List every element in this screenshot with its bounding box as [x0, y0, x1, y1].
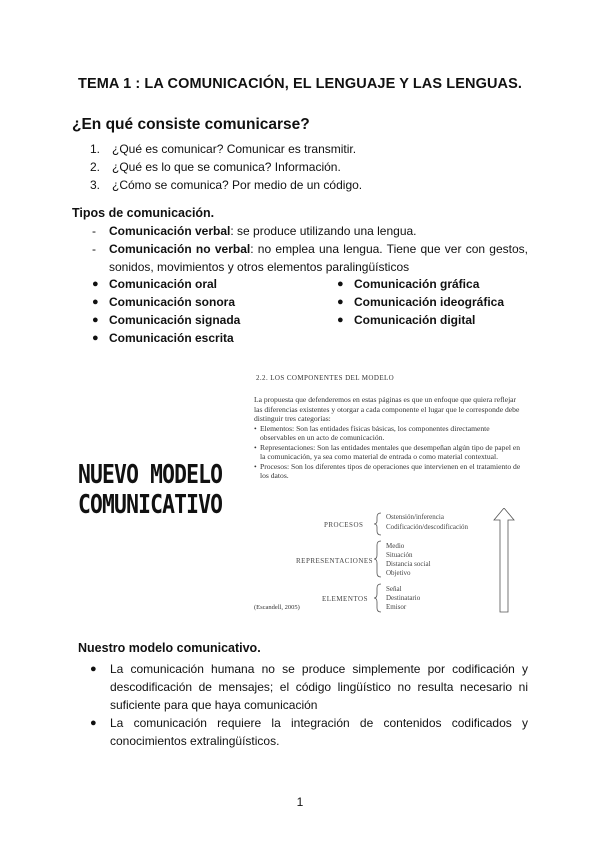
list-item: ● Comunicación gráfica	[337, 277, 480, 291]
list-item: ● Comunicación escrita	[92, 331, 234, 345]
figure-title: NUEVO MODELO COMUNICATIVO	[78, 460, 223, 520]
list-item: ● Comunicación sonora	[92, 295, 236, 309]
arrow-up-icon	[494, 508, 514, 612]
bullet-column-left	[92, 275, 240, 347]
bullet-list	[90, 660, 528, 750]
elementos-brace	[374, 584, 381, 612]
page-number: 1	[296, 795, 304, 809]
page-title: TEMA 1 : LA COMUNICACIÓN, EL LENGUAJE Y LAS LENGUAS.	[78, 76, 522, 92]
bullet-icon: ●	[90, 663, 97, 675]
figure-bullet: • Procesos: Son los diferentes tipos de operaciones que intervienen en el tratamiento de los datos.	[254, 461, 521, 480]
label-procesos: PROCESOS	[324, 521, 364, 529]
list-item: 3. ¿Cómo se comunica? Por medio de un código.	[90, 178, 363, 192]
bullet-icon: ●	[337, 278, 344, 290]
section-heading-comunicarse: ¿En qué consiste comunicarse?	[72, 116, 310, 133]
bullet-icon: ●	[92, 314, 99, 326]
bullet-icon: ●	[337, 314, 344, 326]
model-figure	[78, 370, 522, 618]
figure-text: La propuesta que defenderemos en estas páginas es que un enfoque que quiera reflejar las diferencias existentes y otorgar a cada componente el lugar que le corresponde debe distinguir tres categorías: • Elementos: Son las entidades físicas básicas, los componentes directamente observables en un acto de comunicación. • Representaciones: Son las entidades mentales que desempeñan algún tipo de papel en la comunicación, ya sea como material de entrada o como material contextual. • Procesos: Son los diferentes tipos de operaciones que intervienen en el tratamiento de los datos.	[254, 395, 524, 481]
section-heading-modelo: Nuestro modelo comunicativo.	[78, 641, 261, 655]
list-item: ● La comunicación humana no se produce simplemente por codificación y descodificación de mensajes; el código lingüístico no resulta necesario ni suficiente para que haya comunicación	[90, 662, 528, 712]
figure-bullet: • Elementos: Son las entidades físicas básicas, los componentes directamente observables en un acto de comunicación.	[254, 423, 490, 442]
figure-bullet: • Representaciones: Son las entidades mentales que desempeñan algún tipo de papel en la comunicación, ya sea como material de entrada o como material contextual.	[254, 442, 521, 461]
list-item: ● Comunicación signada	[92, 313, 241, 327]
bullet-icon: ●	[337, 296, 344, 308]
figure-credit: (Escandell, 2005)	[254, 604, 300, 611]
dash-list	[92, 222, 528, 276]
list-item: 2. ¿Qué es lo que se comunica? Información.	[90, 160, 341, 174]
list-item: 1. ¿Qué es comunicar? Comunicar es transmitir.	[90, 142, 357, 156]
list-item: ● La comunicación requiere la integración de contenidos codificados y conocimientos extralingüísticos.	[90, 716, 528, 748]
list-item: ● Comunicación ideográfica	[337, 295, 505, 309]
label-representaciones: REPRESENTACIONES	[296, 557, 374, 565]
bullet-icon: ●	[90, 717, 97, 729]
bullet-icon: ●	[92, 332, 99, 344]
list-item: ● Comunicación oral	[92, 277, 218, 291]
list-item-verbal: - Comunicación verbal: se produce utilizando una lengua.	[92, 224, 417, 238]
section-heading-tipos: Tipos de comunicación.	[72, 206, 215, 220]
bullet-icon: ●	[92, 296, 99, 308]
list-item: ● Comunicación digital	[337, 313, 476, 327]
list-item-no-verbal: - Comunicación no verbal: no emplea una lengua. Tiene que ver con gestos, sonidos, movimientos y otros elementos paralingüísticos	[92, 242, 528, 274]
label-elementos: ELEMENTOS	[322, 595, 368, 603]
bullet-icon: ●	[92, 278, 99, 290]
components-diagram: PROCESOS Ostensión/inferencia Codificación/descodificación REPRESENTACIONES Medio Situación Distancia social Objetivo ELEMENTOS Señal Destinatario Emisor	[78, 508, 522, 618]
figure-heading: 2.2. LOS COMPONENTES DEL MODELO	[256, 374, 395, 382]
procesos-brace	[374, 513, 381, 535]
representaciones-brace	[374, 541, 381, 577]
numbered-list	[90, 140, 362, 194]
bullet-column-right	[337, 275, 504, 329]
